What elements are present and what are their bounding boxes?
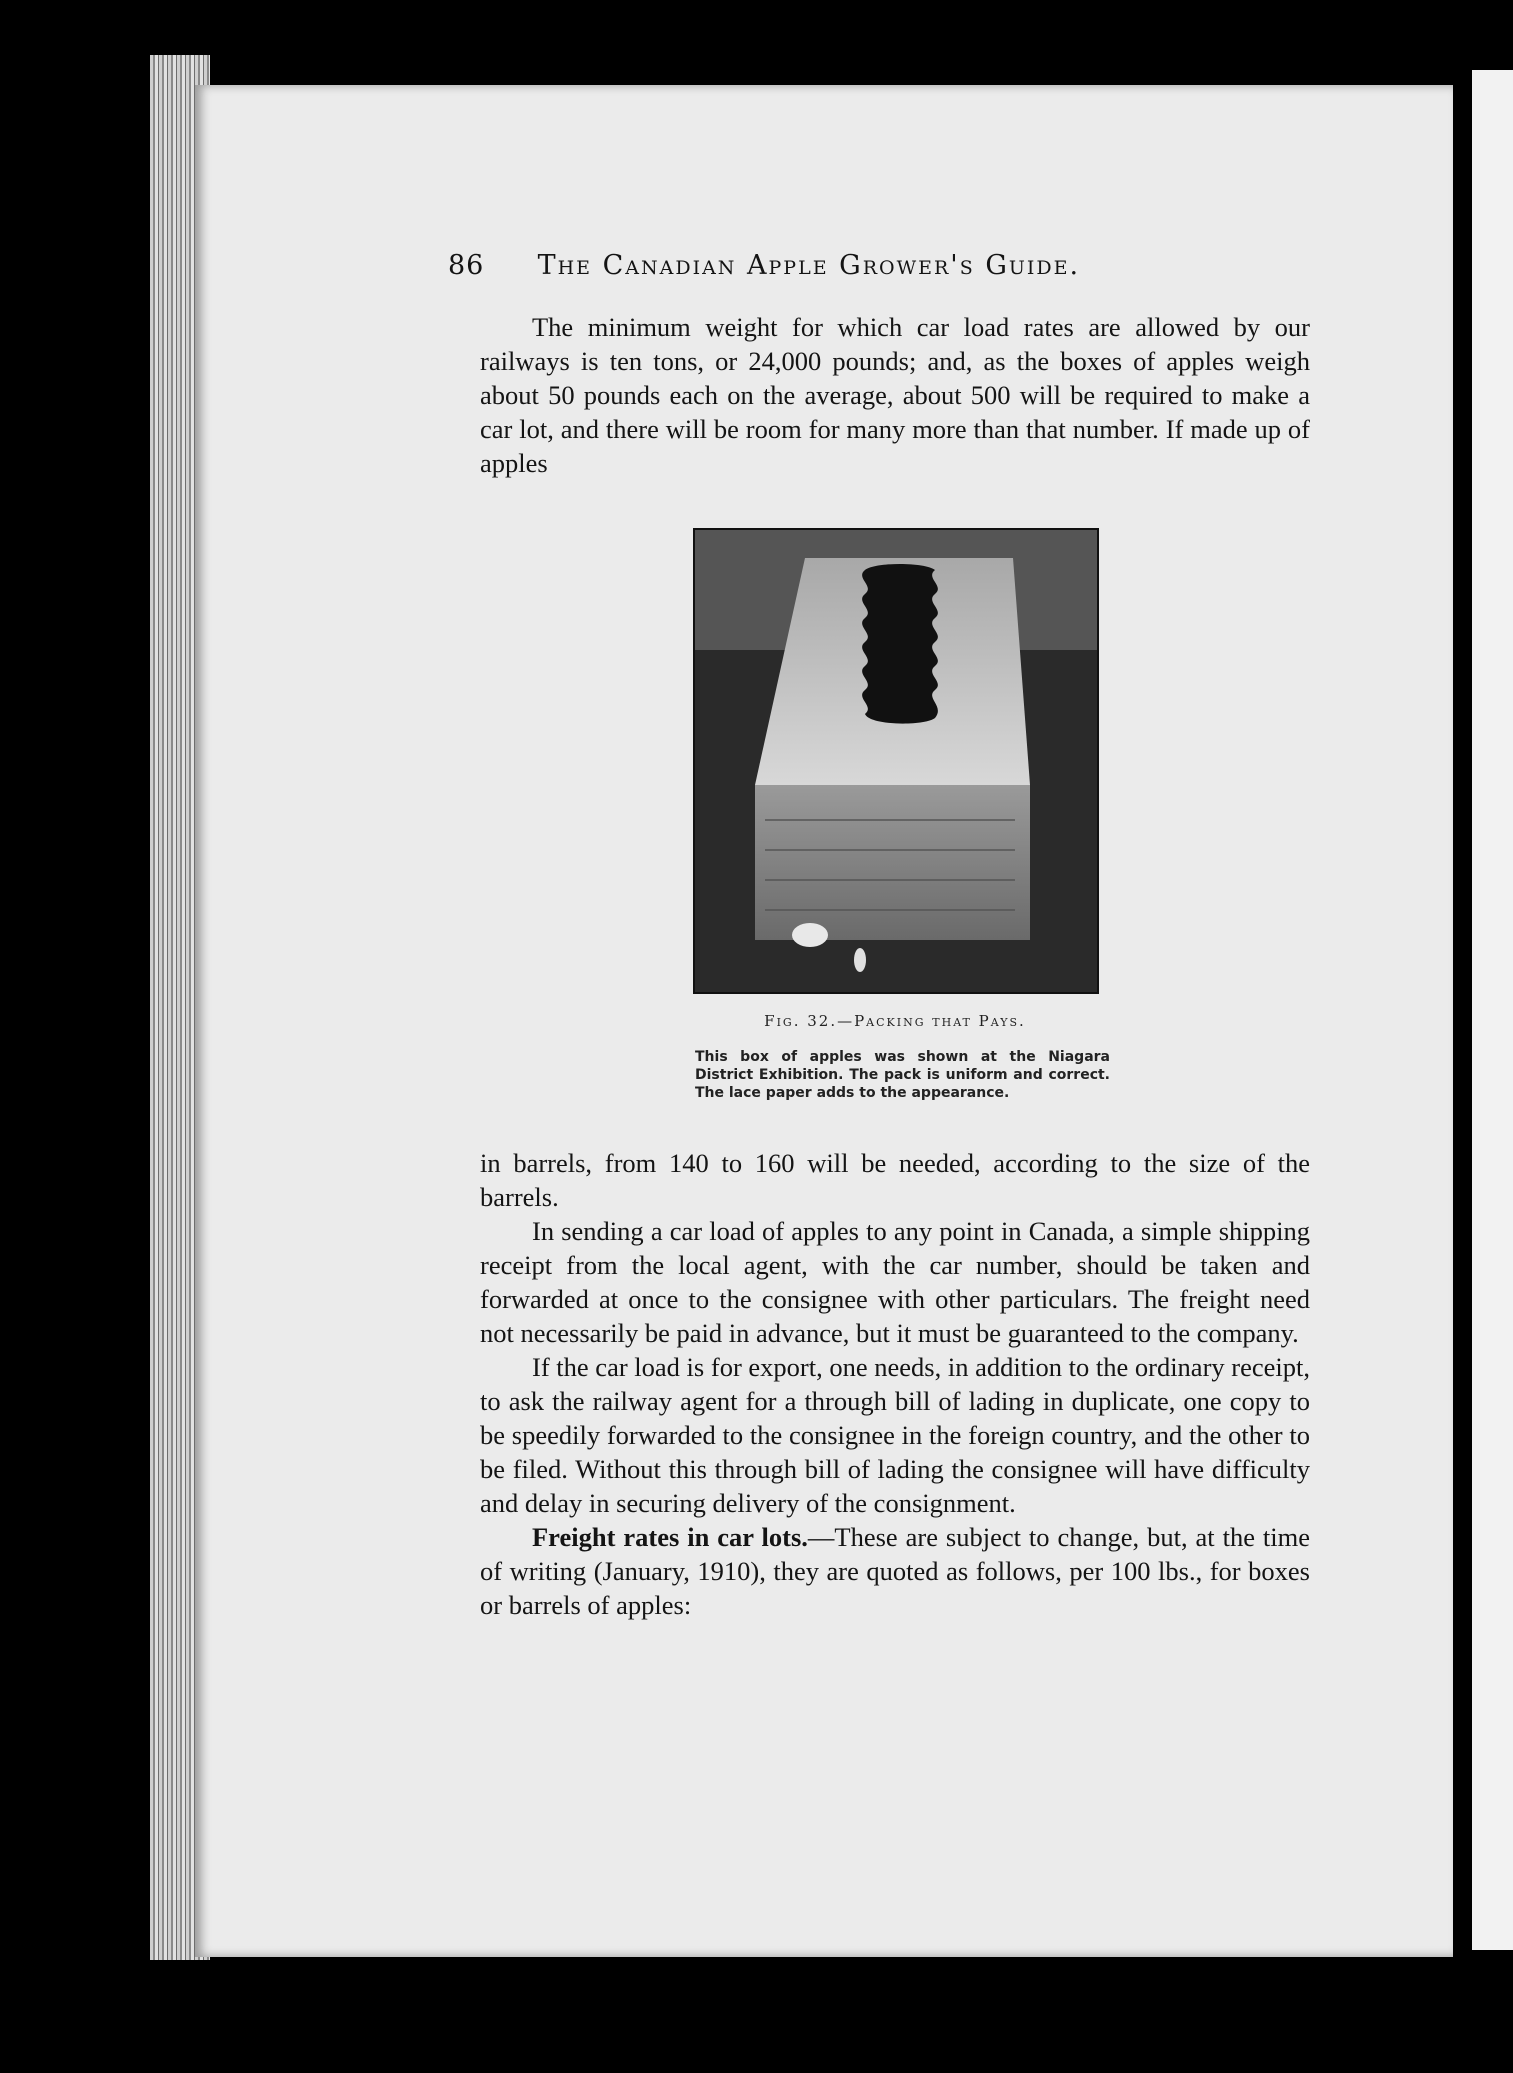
text-block-top <box>480 310 1310 480</box>
text-block-bottom <box>480 1146 1310 1622</box>
page-header <box>448 250 1328 281</box>
figure-photo-apple-box <box>693 528 1099 994</box>
freight-rates-heading: Freight rates in car lots. <box>532 1522 808 1552</box>
paragraph-export: If the car load is for export, one needs, in addition to the ordinary receipt, to ask the railway agent for a through bill of lading in duplicate, one copy to be speedily forwarded to the consignee in the foreign country, and the other to be filed. Without this through bill of lading the consignee will have difficulty and delay in securing delivery of the consignment. <box>480 1352 1310 1518</box>
facing-page-edge <box>1472 70 1513 1950</box>
figure-caption: Fig. 32.—Packing that Pays. <box>764 1012 1026 1030</box>
figure-description: This box of apples was shown at the Niagara District Exhibition. The pack is uniform and correct. The lace paper adds to the appearance. <box>695 1049 1110 1101</box>
running-title: The Canadian Apple Grower's Guide. <box>537 250 1081 281</box>
paragraph-minimum-weight: The minimum weight for which car load rates are allowed by our railways is ten tons, or 24,000 pounds; and, as the boxes of apples weigh about 50 pounds each on the average, about 500 will be required to make a car lot, and there will be room for many more than that number. If made up of apples <box>480 312 1310 478</box>
paragraph-shipping-receipt: In sending a car load of apples to any point in Canada, a simple shipping receipt from the local agent, with the car number, should be taken and forwarded at once to the consignee with other particulars. The freight need not necessarily be paid in advance, but it must be guaranteed to the company. <box>480 1216 1310 1348</box>
paragraph-freight-rates <box>480 1520 1310 1622</box>
paragraph-continuation: in barrels, from 140 to 160 will be needed, according to the size of the barrels. <box>480 1148 1310 1212</box>
freight-rates-body: —These are subject to change, but, at the time of writing (January, 1910), they are quoted as follows, per 100 lbs., for boxes or barrels of apples: <box>480 1522 1311 1620</box>
apple-box-photo-illustration <box>695 530 1097 992</box>
page-number: 86 <box>448 250 485 281</box>
